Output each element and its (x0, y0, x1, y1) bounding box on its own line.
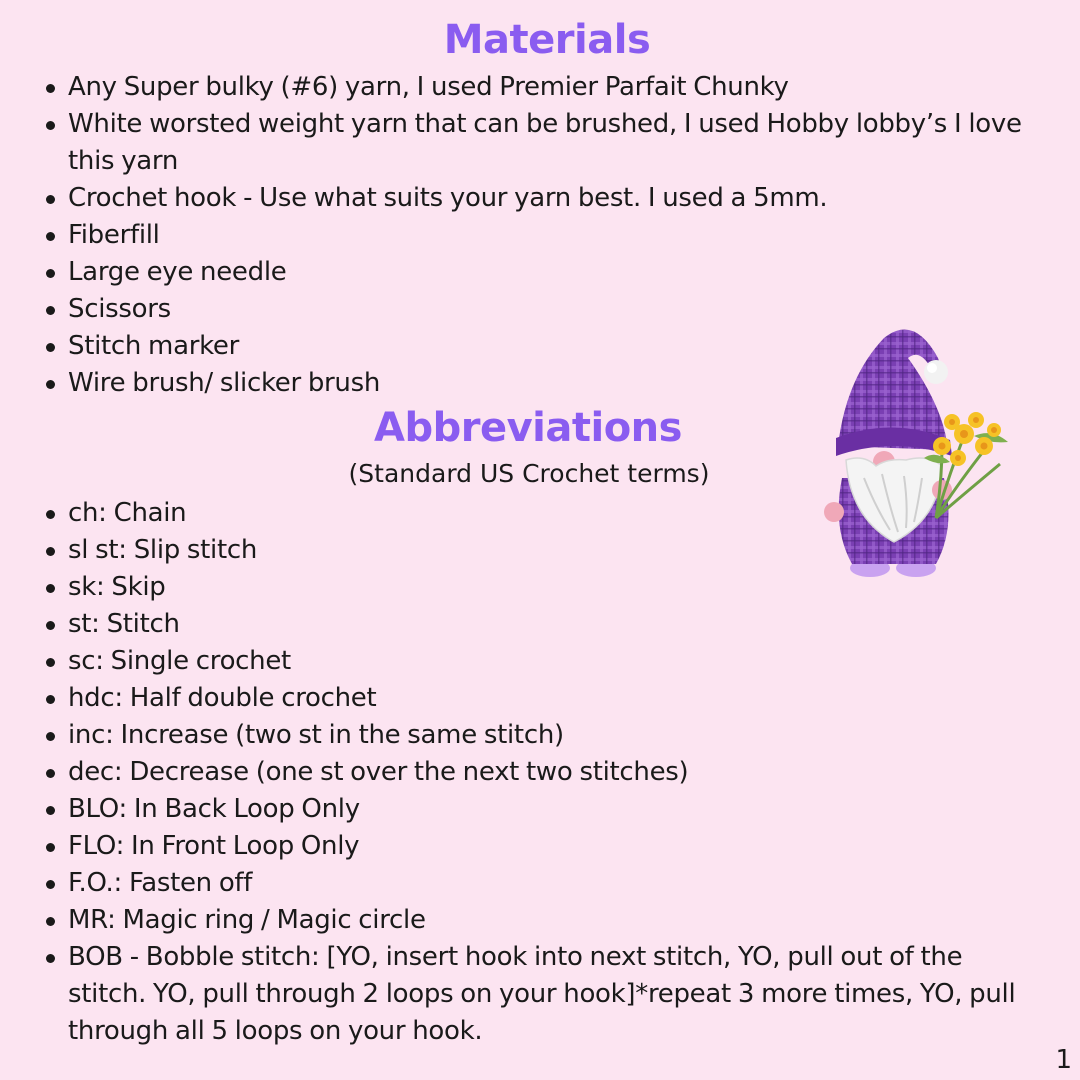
list-item: dec: Decrease (one st over the next two stitches) (0, 754, 1045, 791)
list-item: sk: Skip (0, 569, 1045, 606)
list-item: FLO: In Front Loop Only (0, 828, 1045, 865)
abbreviations-subtitle: (Standard US Crochet terms) (348, 459, 710, 488)
list-item: F.O.: Fasten off (0, 865, 1045, 902)
list-item: sc: Single crochet (0, 643, 1045, 680)
list-item: MR: Magic ring / Magic circle (0, 902, 1045, 939)
list-item: inc: Increase (two st in the same stitch) (0, 717, 1045, 754)
list-item: Crochet hook - Use what suits your yarn best. I used a 5mm. (0, 180, 1045, 217)
list-item: st: Stitch (0, 606, 1045, 643)
list-item: BOB - Bobble stitch: [YO, insert hook into next stitch, YO, pull out of the stitch. YO, pull through 2 loops on your hook]*repeat 3 more times, YO, pull through all 5 loops on your hook. (0, 939, 1045, 1050)
list-item: hdc: Half double crochet (0, 680, 1045, 717)
list-item: Any Super bulky (#6) yarn, I used Premier Parfait Chunky (0, 69, 1045, 106)
materials-heading: Materials (443, 17, 651, 63)
list-item: sl st: Slip stitch (0, 532, 1045, 569)
abbreviations-heading: Abbreviations (374, 405, 682, 451)
list-item: Large eye needle (0, 254, 1045, 291)
list-item: BLO: In Back Loop Only (0, 791, 1045, 828)
list-item: Fiberfill (0, 217, 1045, 254)
list-item: Scissors (0, 291, 1045, 328)
list-item: Wire brush/ slicker brush (0, 365, 1045, 402)
list-item: ch: Chain (0, 495, 1045, 532)
page-number: 1 (1055, 1045, 1072, 1075)
gnome-illustration (824, 318, 1020, 580)
list-item: Stitch marker (0, 328, 1045, 365)
list-item: White worsted weight yarn that can be brushed, I used Hobby lobby’s I love this yarn (0, 106, 1045, 180)
